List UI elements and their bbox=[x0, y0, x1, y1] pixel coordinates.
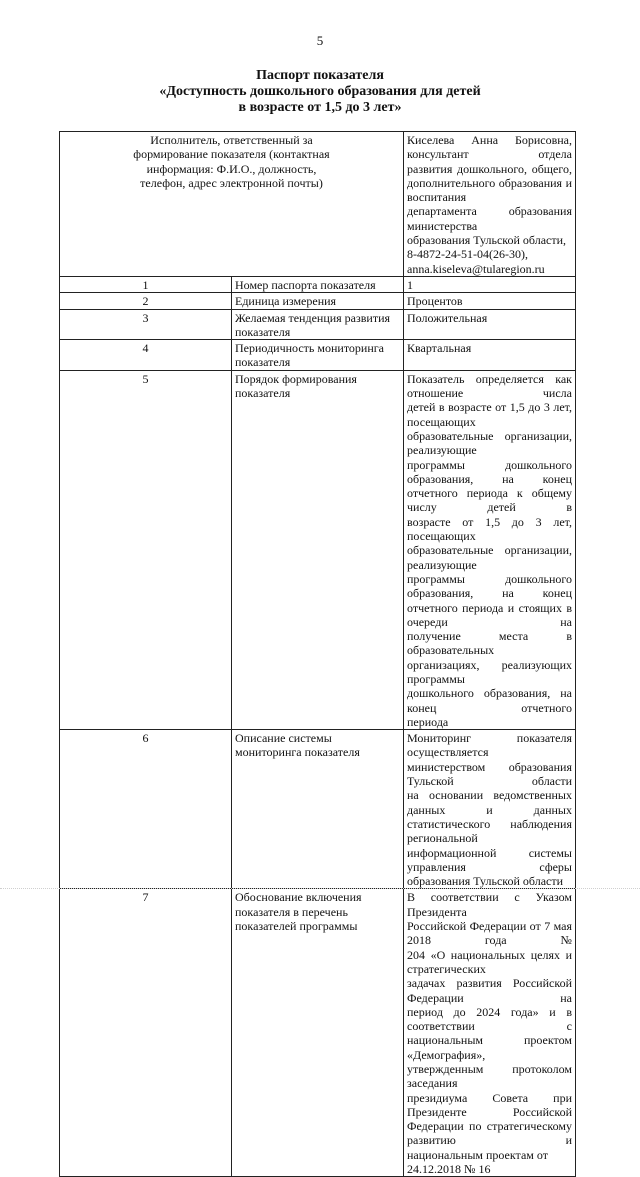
value-line: Процентов bbox=[407, 294, 463, 309]
passport-table bbox=[59, 131, 576, 1177]
row-number: 7 bbox=[60, 889, 232, 1177]
value-line: период до 2024 года» и в соответствии с bbox=[407, 1004, 572, 1034]
value-line: образования Тульской области, bbox=[407, 233, 567, 248]
row-value bbox=[404, 730, 576, 889]
row-number: 2 bbox=[60, 293, 232, 309]
row-number: 6 bbox=[60, 730, 232, 889]
value-line: образовательные организации, реализующие bbox=[407, 543, 572, 572]
label-line: формирование показателя (контактная bbox=[133, 147, 330, 162]
row-label: Описание системы мониторинга показателя bbox=[232, 730, 404, 889]
row-value bbox=[404, 309, 576, 340]
row-value bbox=[404, 889, 576, 1177]
row-number: 3 bbox=[60, 309, 232, 340]
page-number: 5 bbox=[316, 33, 324, 48]
table-row bbox=[60, 309, 576, 340]
value-line: департамента образования министерства bbox=[407, 204, 572, 233]
value-line: министерством образования Тульской области bbox=[407, 759, 572, 789]
row-label: Порядок формирования показателя bbox=[232, 370, 404, 729]
value-line: 204 «О национальных целях и стратегических bbox=[407, 947, 572, 976]
row-label: Желаемая тенденция развития показателя bbox=[232, 309, 404, 340]
value-line: организациях, реализующих программы bbox=[407, 657, 572, 686]
value-line: программы дошкольного образования, на конец bbox=[407, 457, 572, 486]
value-line: возрасте от 1,5 до 3 лет, посещающих bbox=[407, 514, 572, 544]
row-number: 5 bbox=[60, 370, 232, 729]
value-line: задачах развития Российской Федерации на bbox=[407, 976, 572, 1005]
table-row bbox=[60, 340, 576, 371]
value-line: национальным проектам от 24.12.2018 № 16 bbox=[407, 1147, 548, 1177]
executor-value bbox=[404, 132, 576, 277]
executor-label bbox=[60, 132, 404, 277]
value-line: периода bbox=[407, 714, 449, 729]
value-line: национальным проектом «Демография», bbox=[407, 1033, 572, 1062]
value-line: образовательные организации, реализующие bbox=[407, 428, 572, 458]
label-line: телефон, адрес электронной почты) bbox=[140, 175, 323, 190]
value-line: 1 bbox=[407, 277, 413, 292]
row-label: Единица измерения bbox=[232, 293, 404, 309]
row-number: 4 bbox=[60, 340, 232, 371]
table-row bbox=[60, 370, 576, 729]
value-line: Квартальная bbox=[407, 341, 472, 356]
table-row bbox=[60, 293, 576, 309]
value-line: получение места в образовательных bbox=[407, 629, 572, 658]
table-row bbox=[60, 276, 576, 292]
value-line: Показатель определяется как отношение числа bbox=[407, 371, 572, 401]
table-row bbox=[60, 730, 576, 889]
value-line: президиума Совета при Президенте Российской bbox=[407, 1090, 572, 1119]
value-line: детей в возрасте от 1,5 до 3 лет, посещающих bbox=[407, 400, 572, 429]
value-line: утвержденным протоколом заседания bbox=[407, 1062, 572, 1091]
value-line: отчетного периода к общему числу детей в bbox=[407, 486, 572, 515]
row-value bbox=[404, 370, 576, 729]
value-line: Киселева Анна Борисовна, консультант отдела bbox=[407, 133, 572, 162]
value-line: Российской Федерации от 7 мая 2018 года № bbox=[407, 919, 572, 948]
label-line: Исполнитель, ответственный за bbox=[150, 133, 313, 147]
email-value: anna.kiseleva@tularegion.ru bbox=[407, 261, 545, 276]
value-line: дополнительного образования и воспитания bbox=[407, 175, 572, 205]
value-line: 8-4872-24-51-04(26-30), bbox=[407, 247, 528, 262]
row-value bbox=[404, 276, 576, 292]
document-title bbox=[60, 68, 580, 116]
title-line: Паспорт показателя bbox=[256, 68, 384, 83]
value-line: программы дошкольного образования, на конец bbox=[407, 571, 572, 601]
value-line: образования Тульской области bbox=[407, 874, 564, 889]
value-line: статистического наблюдения региональной bbox=[407, 816, 572, 846]
value-line: Федерации по стратегическому развитию и bbox=[407, 1119, 572, 1148]
value-line: Положительная bbox=[407, 310, 488, 325]
row-label: Номер паспорта показателя bbox=[232, 276, 404, 292]
scan-edge-dots bbox=[0, 888, 640, 890]
value-line: развития дошкольного, общего, bbox=[407, 161, 572, 176]
title-line: в возрасте от 1,5 до 3 лет» bbox=[238, 100, 402, 115]
row-number: 1 bbox=[60, 276, 232, 292]
row-value bbox=[404, 293, 576, 309]
table-row bbox=[60, 889, 576, 1177]
value-line: В соответствии с Указом Президента bbox=[407, 890, 572, 919]
row-label: Периодичность мониторинга показателя bbox=[232, 340, 404, 371]
value-line: Мониторинг показателя осуществляется bbox=[407, 731, 572, 760]
value-line: дошкольного образования, на конец отчетного bbox=[407, 686, 572, 715]
row-value bbox=[404, 340, 576, 371]
value-line: на основании ведомственных данных и данных bbox=[407, 788, 572, 817]
row-label: Обоснование включения показателя в перечень показателей программы bbox=[232, 889, 404, 1177]
header-row bbox=[60, 132, 576, 277]
title-line: «Доступность дошкольного образования для детей bbox=[159, 84, 481, 99]
value-line: отчетного периода и стоящих в очереди на bbox=[407, 600, 572, 629]
label-line: информация: Ф.И.О., должность, bbox=[146, 161, 317, 176]
value-line: информационной системы управления сферы bbox=[407, 845, 572, 874]
